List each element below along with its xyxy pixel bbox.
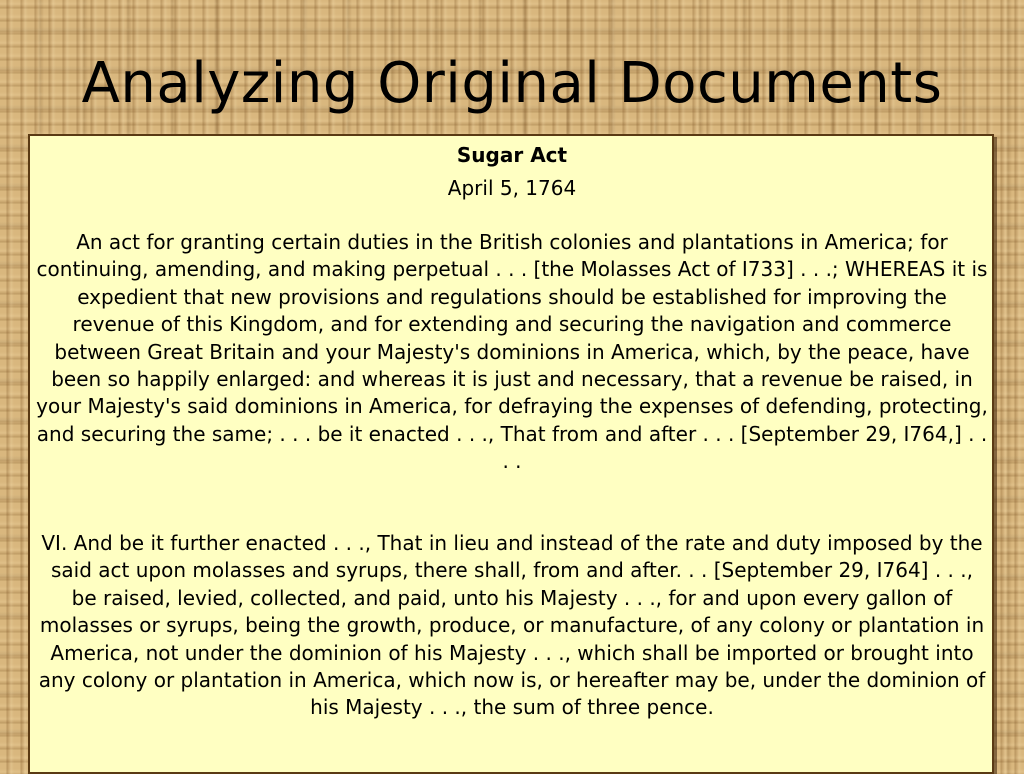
document-paragraph-section-vi: VI. And be it further enacted . . ., That in lieu and instead of the rate and duty imposed by the said act upon molasses and syrups, there shall, from and after. . . [September 29, I764] . . ., be raised, levied, collected, and paid, unto his Majesty . . ., for and upon every gallon of molasses or syrups, being the growth, produce, or manufacture, of any colony or plantation in America, not under the dominion of his Majesty . . ., which shall be imported or brought into any colony or plantation in America, which now is, or hereafter may be, under the dominion of his Majesty . . ., the sum of three pence. (38, 531, 986, 720)
document-paragraph-preamble: An act for granting certain duties in the British colonies and plantations in America; for continuing, amending, and making perpetual . . . [the Molasses Act of I733] . . .; WHEREAS it is expedient that new provisions and regulations should be established for improving the revenue of this Kingdom, and for extending and securing the navigation and commerce between Great Britain and your Majesty's dominions in America, which, by the peace, have been so happily enlarged: and whereas it is just and necessary, that a revenue be raised, in your Majesty's said dominions in America, for defraying the expenses of defending, protecting, and securing the same; . . . be it enacted . . ., That from and after . . . [September 29, I764,] . . . . (36, 230, 988, 474)
document-heading: Sugar Act (456, 143, 568, 167)
slide-title: Analyzing Original Documents (81, 51, 943, 116)
document-date: April 5, 1764 (447, 176, 577, 200)
